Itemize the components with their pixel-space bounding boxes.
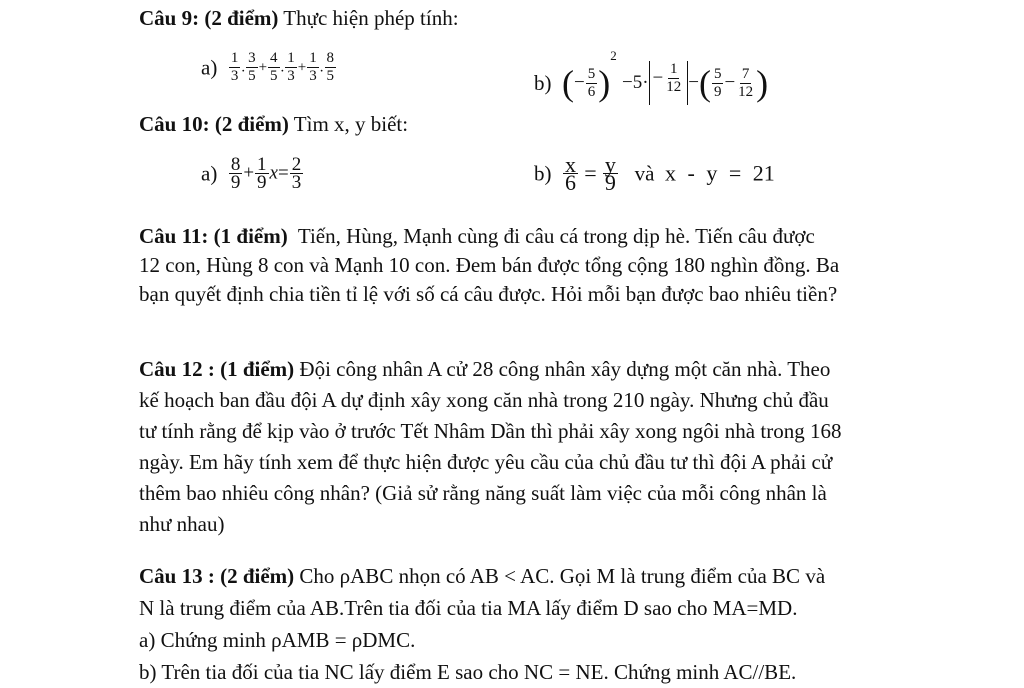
q11-line-2: 12 con, Hùng 8 con và Mạnh 10 con. Đem bán được tổng cộng 180 nghìn đồng. Ba	[139, 253, 840, 277]
fraction	[290, 156, 304, 191]
q13-paragraph	[139, 560, 999, 688]
numerator: 8	[326, 50, 335, 66]
conjunction-text: và	[634, 161, 655, 186]
numerator: 1	[669, 61, 678, 78]
equation-text: x - y = 21	[665, 160, 775, 186]
q11-title: Câu 11: (1 điểm)	[139, 224, 288, 248]
q12-line-2: kế hoạch ban đầu đội A dự định xây xong căn nhà trong 210 ngày. Nhưng chủ đầu	[139, 388, 829, 412]
q11-line-3: bạn quyết định chia tiền tỉ lệ với số cá câu được. Hỏi mỗi bạn được bao nhiêu tiền?	[139, 282, 838, 306]
numerator: 2	[291, 154, 302, 175]
numerator: 8	[230, 154, 241, 175]
fraction	[229, 156, 243, 191]
fraction	[325, 50, 337, 85]
q9b-expression: b) (− $\frac{5}{6}$ )$^2$ −5· − $\frac{1}{12}$ −( $\frac{5}{9}$ − $\frac{7}{12}$ )	[534, 48, 769, 104]
denominator: 3	[287, 68, 295, 84]
denominator: 5	[270, 68, 278, 84]
denominator: 6	[587, 83, 596, 100]
q10b-label: b)	[534, 161, 552, 186]
numerator: 7	[741, 65, 750, 82]
number: 5	[632, 72, 643, 94]
q12-line-3: tư tính rằng để kịp vào ở trước Tết Nhâm Dần thì phải xây xong ngôi nhà trong 168	[139, 419, 842, 443]
denominator: 12	[666, 79, 682, 96]
q13-line-2: N là trung điểm của AB.Trên tia đối của tia MA lấy điểm D sao cho MA=MD.	[139, 596, 798, 620]
q13-line-1: Cho ρABC nhọn có AB < AC. Gọi M là trung điểm của BC và	[299, 564, 826, 588]
q11-paragraph	[139, 222, 999, 309]
denominator: 3	[291, 172, 302, 193]
minus-sign: −	[574, 72, 585, 94]
q12-line-6: như nhau)	[139, 512, 225, 536]
denominator: 12	[738, 83, 754, 100]
equals-sign: =	[277, 162, 289, 184]
numerator: x	[565, 152, 576, 177]
q9a-label: a)	[201, 55, 218, 80]
numerator: y	[604, 152, 616, 177]
denominator: 6	[565, 170, 576, 195]
numerator: 1	[257, 154, 267, 175]
fraction	[246, 50, 258, 85]
numerator: 1	[230, 50, 239, 66]
equals-sign: =	[584, 160, 597, 186]
q10a-expression: a) $\frac{8}{9}$ + $\frac{1}{9}$ x= $\frac{2}{3}$	[201, 154, 302, 193]
denominator: 3	[230, 68, 239, 84]
denominator: 3	[309, 68, 317, 84]
q12-paragraph	[139, 354, 999, 540]
fraction	[229, 50, 241, 85]
numerator: 5	[587, 65, 596, 82]
fraction	[712, 66, 724, 101]
fraction	[586, 66, 598, 101]
numerator: 4	[270, 50, 278, 66]
q10b-expression	[534, 152, 775, 195]
q13-title: Câu 13 : (2 điểm)	[139, 564, 295, 588]
denominator: 9	[257, 172, 267, 193]
q9a-expression: a) $\frac{1}{3}$ . $\frac{3}{5}$ + $\frac{4}{5}$ . $\frac{1}{3}$ + $\frac{1}{3}$ . $\frac{8}{5}$	[201, 50, 335, 84]
numerator: 3	[248, 50, 256, 66]
q9-heading	[139, 6, 459, 30]
q9-title: Câu 9: (2 điểm)	[139, 6, 279, 30]
numerator: 1	[309, 50, 317, 66]
q13-part-b: b) Trên tia đối của tia NC lấy điểm E sao cho NC = NE. Chứng minh AC//BE.	[139, 660, 797, 684]
denominator: 5	[248, 68, 256, 84]
denominator: 9	[230, 172, 241, 193]
q12-line-1: Đội công nhân A cử 28 công nhân xây dựng một căn nhà. Theo	[299, 357, 831, 381]
fraction	[603, 152, 618, 195]
q9b-label: b)	[534, 71, 552, 96]
q11-line-1: Tiến, Hùng, Mạnh cùng đi câu cá trong dịp hè. Tiến câu được	[297, 224, 815, 248]
fraction	[307, 50, 319, 85]
fraction	[285, 50, 297, 85]
q13-part-a: a) Chứng minh ρAMB = ρDMC.	[139, 628, 416, 652]
variable-x: x	[269, 162, 278, 184]
fraction	[664, 61, 683, 96]
q9-text: Thực hiện phép tính:	[283, 6, 459, 30]
numerator: 5	[713, 65, 722, 82]
q12-title: Câu 12 : (1 điểm)	[139, 357, 295, 381]
fraction	[268, 50, 280, 85]
q12-line-4: ngày. Em hãy tính xem để thực hiện được yêu cầu của chủ đầu tư thì đội A phải cử	[139, 450, 833, 474]
q12-line-5: thêm bao nhiêu công nhân? (Giả sử rằng năng suất làm việc của mỗi công nhân là	[139, 481, 827, 505]
numerator: 1	[287, 50, 295, 66]
q10-heading	[139, 112, 408, 136]
denominator: 9	[604, 170, 616, 195]
denominator: 5	[326, 68, 335, 84]
exponent: 2	[610, 48, 617, 63]
q10-title: Câu 10: (2 điểm)	[139, 112, 289, 136]
q10a-label: a)	[201, 161, 218, 186]
absolute-value: − $\frac{1}{12}$	[649, 61, 689, 105]
denominator: 9	[713, 83, 722, 100]
fraction	[255, 156, 269, 191]
fraction	[736, 66, 755, 101]
fraction	[563, 152, 578, 195]
q10-text: Tìm x, y biết:	[293, 112, 409, 136]
